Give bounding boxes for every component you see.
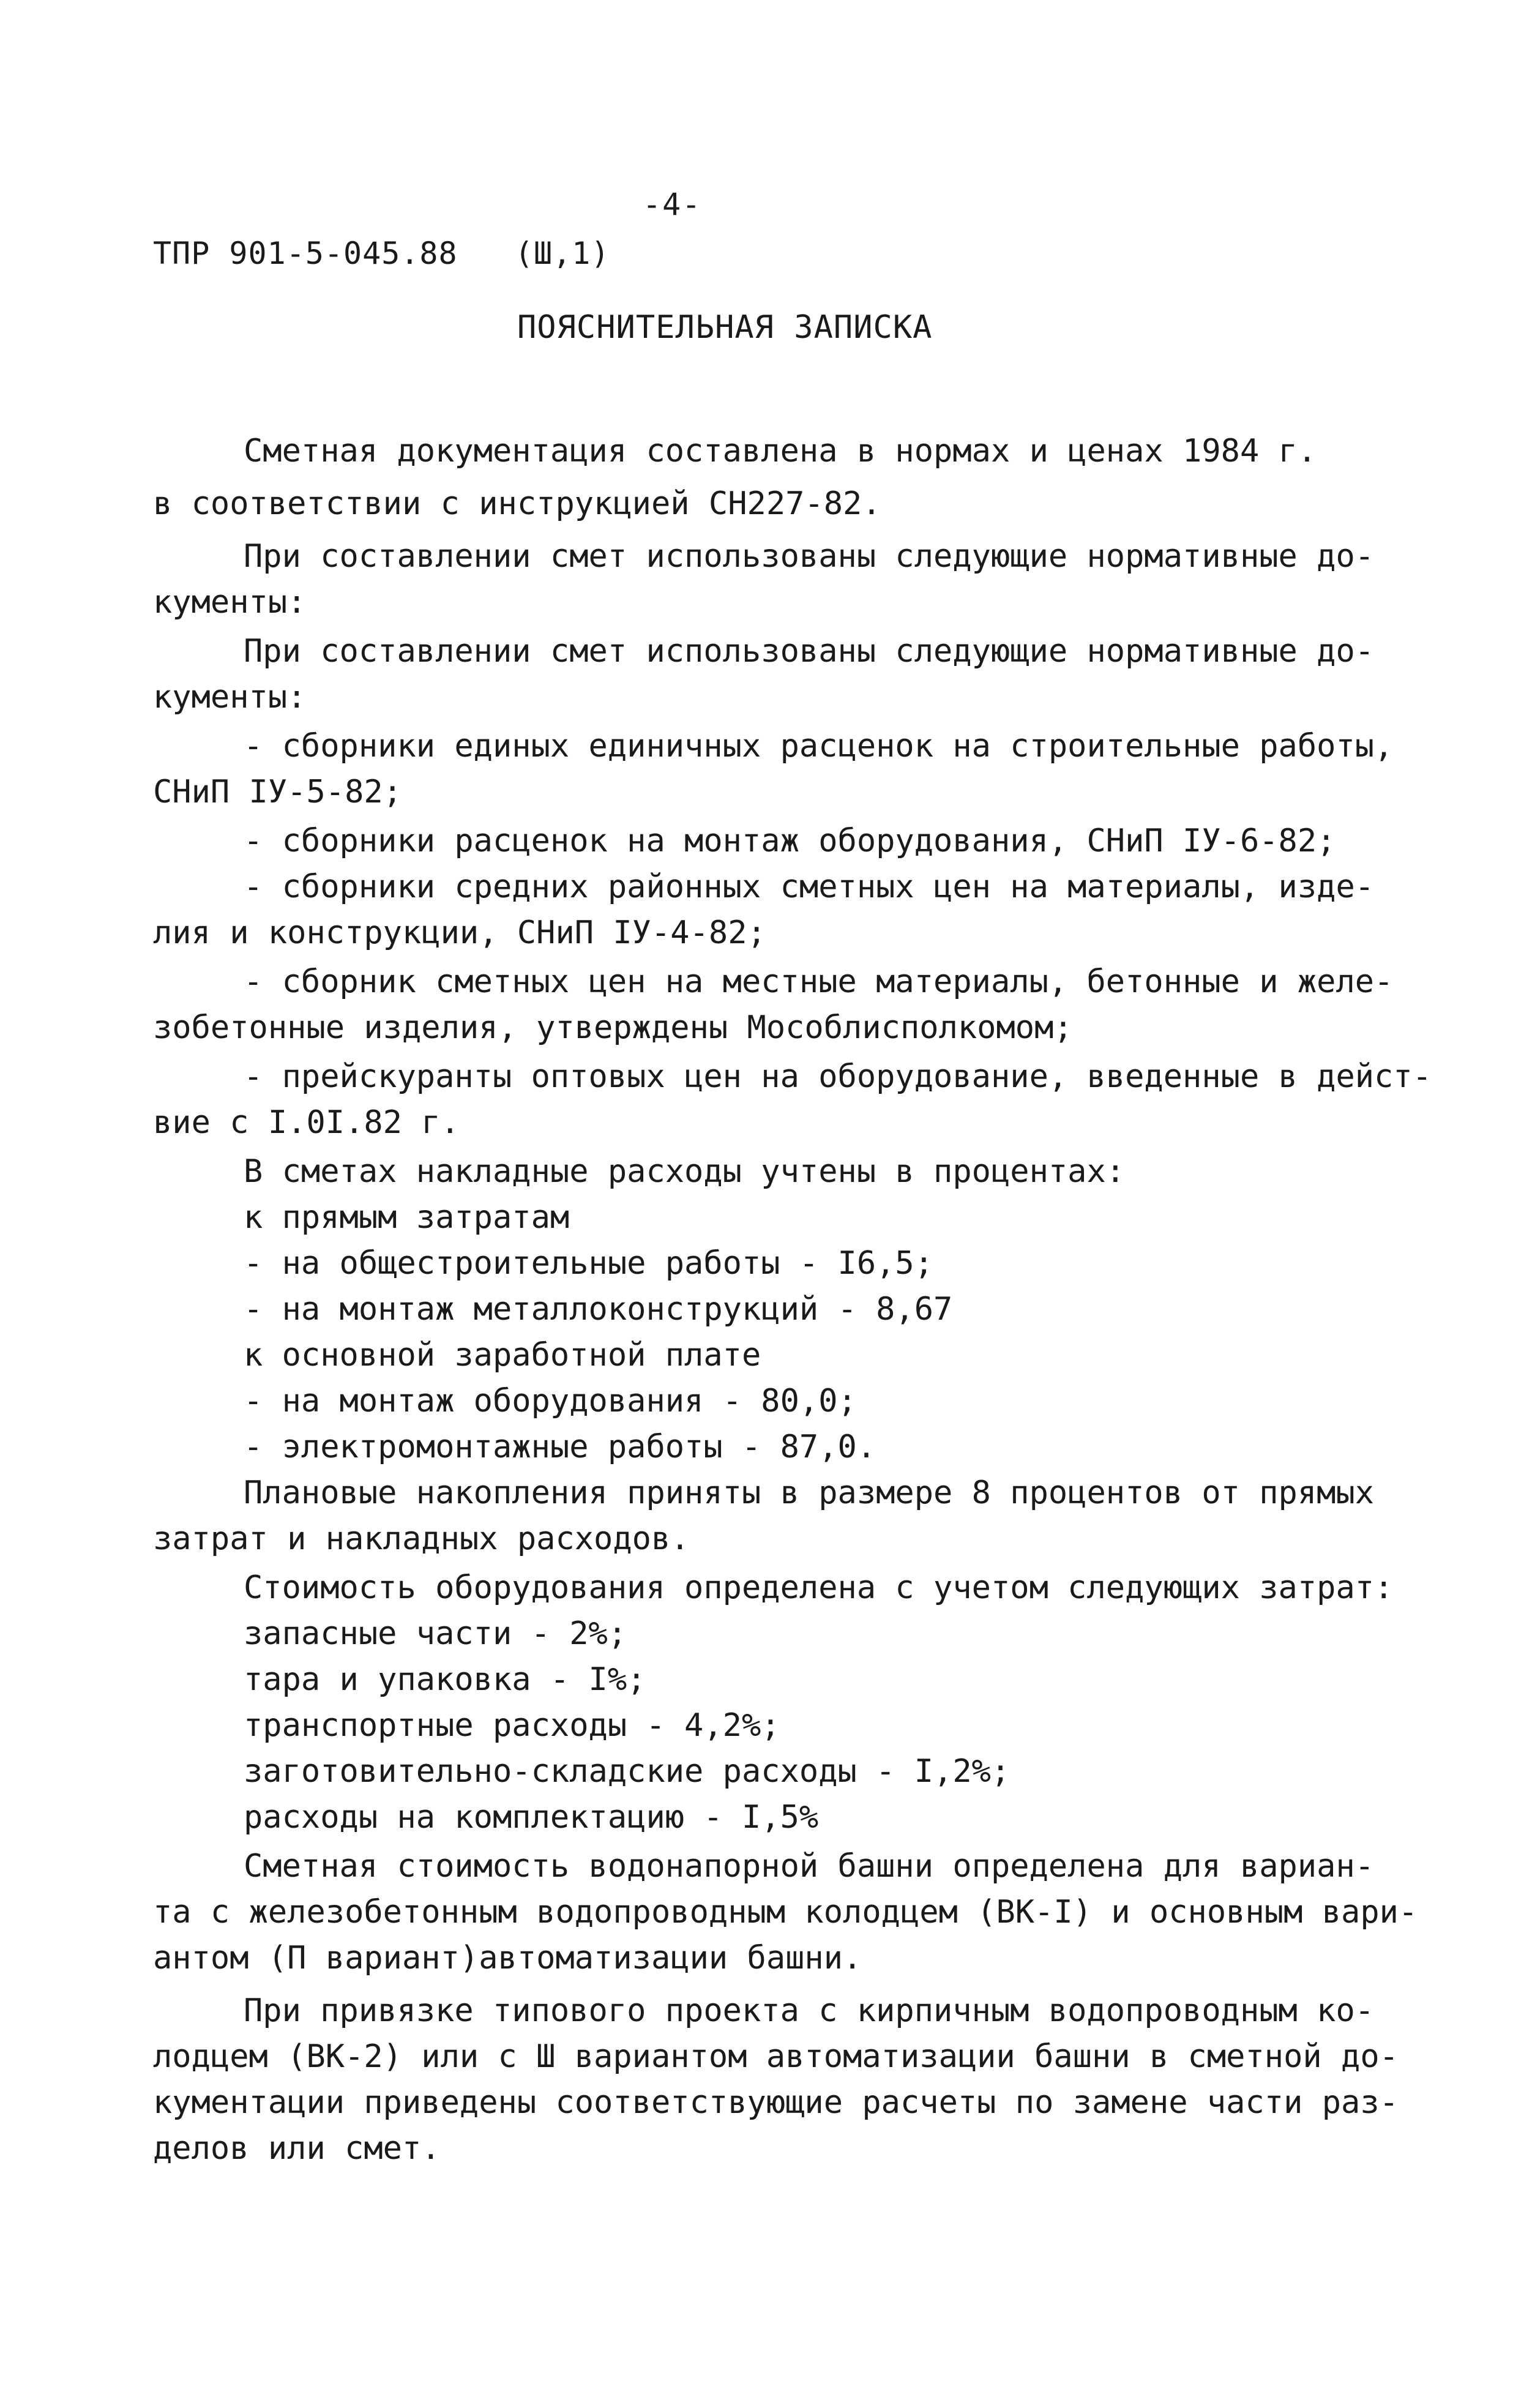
text-line: зобетонные изделия, утверждены Мособлисполкомом; bbox=[153, 1009, 1073, 1046]
text-line: - сборники средних районных сметных цен на материалы, изде- bbox=[244, 869, 1375, 905]
text-line: тара и упаковка - I%; bbox=[244, 1661, 646, 1698]
text-line: делов или смет. bbox=[153, 2130, 441, 2167]
text-line: к прямым затратам bbox=[244, 1199, 570, 1236]
text-line: затрат и накладных расходов. bbox=[153, 1520, 690, 1557]
document-code: ТПР 901-5-045.88 (Ш,1) bbox=[153, 236, 610, 271]
text-line: та с железобетонным водопроводным колодцем (ВК-I) и основным вари- bbox=[153, 1894, 1418, 1931]
text-line: - сборники расценок на монтаж оборудования, СНиП IУ-6-82; bbox=[244, 823, 1336, 859]
text-line: к основной заработной плате bbox=[244, 1337, 761, 1374]
text-line: запасные части - 2%; bbox=[244, 1615, 627, 1652]
text-line: лия и конструкции, СНиП IУ-4-82; bbox=[153, 914, 766, 951]
text-line: транспортные расходы - 4,2%; bbox=[244, 1707, 780, 1744]
text-line: При составлении смет использованы следующие нормативные до- bbox=[244, 538, 1375, 575]
text-line: - на монтаж металлоконструкций - 8,67 bbox=[244, 1291, 953, 1328]
text-line: лодцем (ВК-2) или с Ш вариантом автоматизации башни в сметной до- bbox=[153, 2038, 1399, 2075]
text-line: Стоимость оборудования определена с учетом следующих затрат: bbox=[244, 1569, 1394, 1606]
text-line: - сборник сметных цен на местные материалы, бетонные и желе- bbox=[244, 963, 1394, 1000]
text-line: - прейскуранты оптовых цен на оборудование, введенные в дейст- bbox=[244, 1058, 1432, 1095]
text-line: вие с I.0I.82 г. bbox=[153, 1104, 460, 1141]
text-line: кументы: bbox=[153, 679, 307, 716]
text-line: расходы на комплектацию - I,5% bbox=[244, 1799, 819, 1836]
text-line: Сметная стоимость водонапорной башни определена для вариан- bbox=[244, 1848, 1375, 1885]
page-number: -4- bbox=[643, 187, 702, 222]
text-line: При привязке типового проекта с кирпичным водопроводным ко- bbox=[244, 1992, 1375, 2029]
text-line: Плановые накопления приняты в размере 8 процентов от прямых bbox=[244, 1475, 1375, 1511]
text-line: Сметная документация составлена в нормах и ценах 1984 г. bbox=[244, 433, 1317, 469]
text-line: В сметах накладные расходы учтены в процентах: bbox=[244, 1153, 1126, 1190]
text-line: - электромонтажные работы - 87,0. bbox=[244, 1429, 876, 1465]
document-title: ПОЯСНИТЕЛЬНАЯ ЗАПИСКА bbox=[517, 309, 933, 346]
text-line: антом (П вариант)автоматизации башни. bbox=[153, 1940, 862, 1976]
body-text bbox=[153, 428, 1432, 2172]
text-line: заготовительно-складские расходы - I,2%; bbox=[244, 1753, 1011, 1790]
text-line: кументы: bbox=[153, 584, 307, 621]
text-line: в соответствии с инструкцией СН227-82. bbox=[153, 485, 881, 522]
text-line: кументации приведены соответствующие расчеты по замене части раз- bbox=[153, 2084, 1399, 2121]
text-line: - на монтаж оборудования - 80,0; bbox=[244, 1383, 857, 1419]
text-line: - на общестроительные работы - I6,5; bbox=[244, 1245, 934, 1282]
text-line: При составлении смет использованы следующие нормативные до- bbox=[244, 633, 1375, 670]
text-line: СНиП IУ-5-82; bbox=[153, 774, 402, 810]
text-line: - сборники единых единичных расценок на строительные работы, bbox=[244, 728, 1394, 765]
